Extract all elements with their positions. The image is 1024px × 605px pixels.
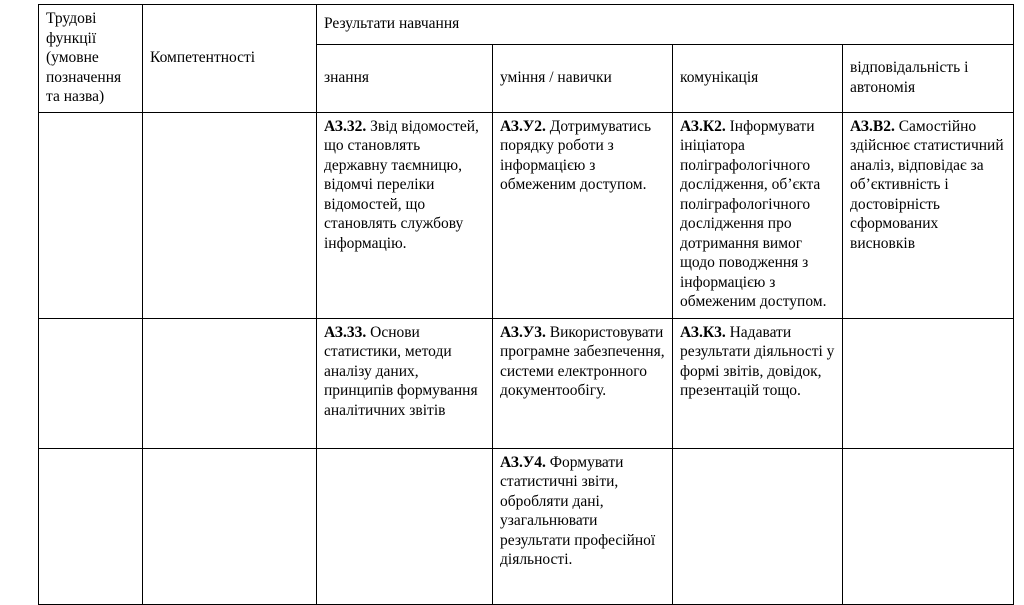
- header-learning-results: Результати навчання: [317, 5, 1014, 45]
- cell-knowledge: [317, 318, 493, 448]
- skills-code: АЗ.У4.: [500, 453, 546, 471]
- header-responsibility: відповідальність і автономія: [843, 45, 1014, 112]
- table-row: [39, 112, 1014, 318]
- cell-responsibility: [843, 112, 1014, 318]
- cell-communication: [673, 318, 843, 448]
- cell-skills: [493, 112, 673, 318]
- cell-functions: [39, 448, 143, 604]
- header-competencies: Компетентності: [143, 5, 317, 113]
- cell-competencies: [143, 112, 317, 318]
- skills-code: АЗ.У3.: [500, 323, 546, 341]
- cell-knowledge: [317, 448, 493, 604]
- cell-competencies: [143, 318, 317, 448]
- cell-functions: [39, 318, 143, 448]
- skills-text: Використовувати програмне забезпечення, системи електронного документообігу.: [500, 323, 665, 400]
- cell-responsibility: [843, 318, 1014, 448]
- skills-code: АЗ.У2.: [500, 117, 546, 135]
- knowledge-code: АЗ.33.: [324, 323, 367, 341]
- knowledge-text: Основи статистики, методи аналізу даних, принципів формування аналітичних звітів: [324, 323, 478, 419]
- knowledge-code: АЗ.32.: [324, 117, 367, 135]
- cell-knowledge: [317, 112, 493, 318]
- cell-communication: [673, 112, 843, 318]
- responsibility-code: АЗ.В2.: [850, 117, 895, 135]
- knowledge-text: Звід відомостей, що становлять державну таємницю, відомчі переліки відомостей, що становлять службову інформацію.: [324, 117, 479, 252]
- skills-text: Дотримуватись порядку роботи з інформацією з обмеженим доступом.: [500, 117, 652, 194]
- cell-competencies: [143, 448, 317, 604]
- header-labour-functions: Трудові функції (умовне позначення та назва): [39, 5, 143, 113]
- communication-text: Надавати результати діяльності у формі звітів, довідок, презентацій тощо.: [680, 323, 835, 400]
- communication-code: АЗ.К2.: [680, 117, 726, 135]
- cell-skills: [493, 448, 673, 604]
- skills-text: Формувати статистичні звіти, обробляти дані, узагальнювати результати професійної діяльності.: [500, 453, 656, 569]
- cell-responsibility: [843, 448, 1014, 604]
- header-skills: уміння / навички: [493, 45, 673, 112]
- responsibility-text: Самостійно здійснює статистичний аналіз, відповідає за об’єктивність і достовірність сформованих висновків: [850, 117, 1004, 252]
- cell-skills: [493, 318, 673, 448]
- communication-text: Інформувати ініціатора поліграфологічного дослідження, об’єкта поліграфологічного дослідження про дотримання вимог щодо поводження з інформацією з обмеженим доступом.: [680, 117, 827, 311]
- table-row: [39, 448, 1014, 604]
- cell-functions: [39, 112, 143, 318]
- communication-code: АЗ.К3.: [680, 323, 726, 341]
- header-communication: комунікація: [673, 45, 843, 112]
- competency-results-table: [38, 4, 1014, 605]
- header-knowledge: знання: [317, 45, 493, 112]
- table-row: [39, 318, 1014, 448]
- cell-communication: [673, 448, 843, 604]
- table-header-row-1: [39, 5, 1014, 45]
